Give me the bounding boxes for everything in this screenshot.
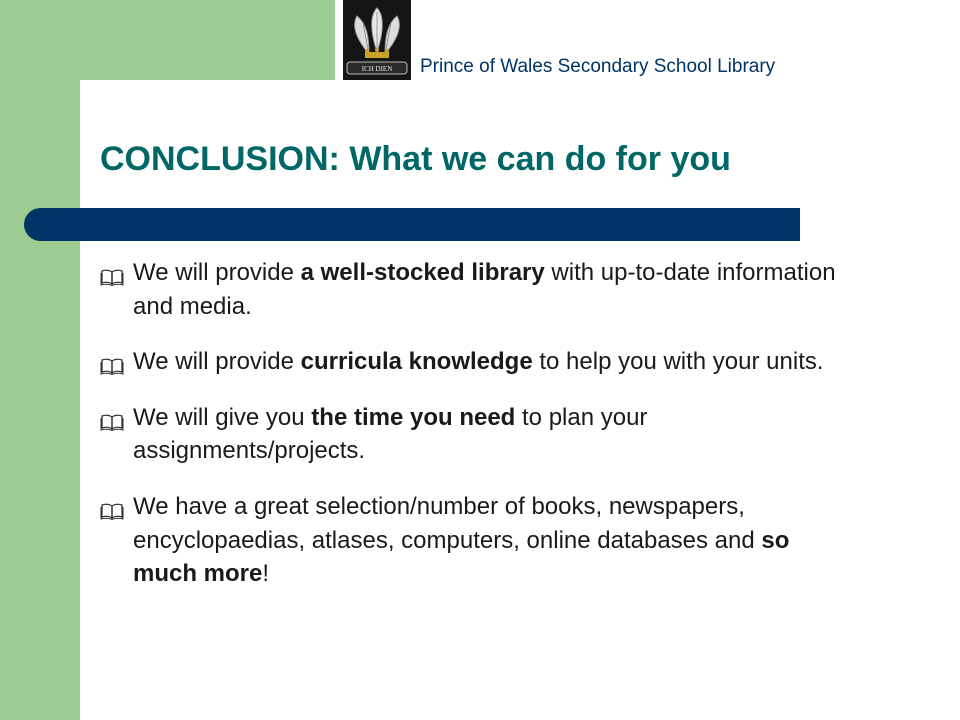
bullet-text: to help you with your units. xyxy=(532,348,824,376)
bullet-bold-text: a well-stocked library xyxy=(300,259,545,286)
bullet-text: ! xyxy=(262,560,270,588)
school-name: Prince of Wales Secondary School Library xyxy=(420,56,776,77)
green-top-band xyxy=(0,0,335,80)
green-side-band xyxy=(0,0,80,720)
bullet-text: We have a great selection/number of books, newspapers, encyclopaedias, atlases, computers, online databases and xyxy=(133,492,762,554)
school-crest-logo xyxy=(343,0,411,80)
bullet-list xyxy=(100,256,860,613)
bullet-text: We will give you xyxy=(133,403,312,431)
bullet-item xyxy=(100,345,860,379)
open-book-icon xyxy=(100,268,124,286)
bullet-item xyxy=(100,490,860,591)
feathers-crest-icon xyxy=(343,0,411,80)
bullet-bold-text: so much more xyxy=(133,526,790,588)
slide-title: CONCLUSION: What we can do for you xyxy=(100,140,731,178)
bullet-text: to plan your assignments/projects. xyxy=(133,403,648,465)
bullet-item xyxy=(100,401,860,468)
bullet-bold-text: curricula knowledge xyxy=(300,348,533,376)
title-underline-bar xyxy=(24,208,800,241)
bullet-text: with up-to-date information and media. xyxy=(133,259,836,320)
bullet-item xyxy=(100,256,860,323)
open-book-icon xyxy=(100,502,124,520)
open-book-icon xyxy=(100,357,124,375)
bullet-bold-text: the time you need xyxy=(311,403,516,431)
logo-motto: ICH DIEN xyxy=(361,65,393,73)
bullet-text: We will provide xyxy=(133,348,301,376)
open-book-icon xyxy=(100,413,124,431)
bullet-text: We will provide xyxy=(133,259,301,286)
